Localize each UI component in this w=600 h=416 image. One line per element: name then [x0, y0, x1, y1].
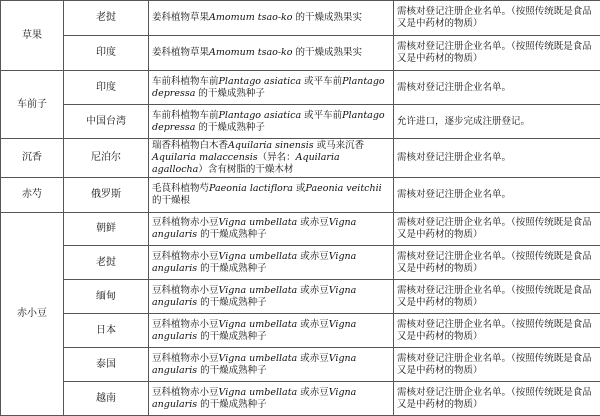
latin-name: Amomum tsao-ko — [209, 47, 293, 58]
requirement-note-cell: 需核对登记注册企业名单。（按照传统既是食品又是中药材的物质） — [394, 348, 600, 382]
latin-name: Aquilaria malaccensis — [152, 152, 258, 163]
table-body — [1, 1, 600, 416]
table-row — [1, 314, 600, 348]
table-row — [1, 280, 600, 314]
description-text: 豆科植物赤小豆 — [152, 285, 219, 296]
origin-cell: 老挝 — [64, 246, 149, 280]
description-cell — [149, 178, 394, 213]
latin-name: Vigna umbellata — [219, 217, 298, 228]
table-row — [1, 178, 600, 213]
description-text: 的干燥成熟种子 — [197, 399, 267, 410]
description-text: 或赤豆 — [297, 387, 329, 398]
description-text: 或 — [293, 183, 306, 194]
origin-cell: 越南 — [64, 382, 149, 416]
description-text: 的干燥成熟果实 — [293, 47, 363, 58]
description-text: 的干燥成熟种子 — [195, 122, 265, 133]
requirement-note-cell: 需核对登记注册企业名单。（按照传统既是食品又是中药材的物质） — [394, 1, 600, 36]
description-text: 豆科植物赤小豆 — [152, 251, 219, 262]
description-text: 或马来沉香 — [314, 140, 365, 151]
origin-cell: 俄罗斯 — [64, 178, 149, 213]
description-text: 毛茛科植物芍 — [152, 183, 209, 194]
table-row — [1, 71, 600, 105]
description-text: 或赤豆 — [297, 251, 329, 262]
origin-cell: 印度 — [64, 36, 149, 71]
table-row — [1, 139, 600, 178]
latin-name: Plantago asiatica — [219, 110, 302, 121]
latin-name: Vigna umbellata — [219, 251, 298, 262]
description-text: 豆科植物赤小豆 — [152, 353, 219, 364]
latin-name: Vigna umbellata — [219, 387, 298, 398]
description-text: 车前科植物车前 — [152, 76, 219, 87]
table-row — [1, 382, 600, 416]
requirement-note-cell: 需核对登记注册企业名单。 — [394, 178, 600, 213]
description-text: 或赤豆 — [297, 217, 329, 228]
latin-name: Vigna angularis — [152, 353, 356, 376]
description-text: 豆科植物赤小豆 — [152, 387, 219, 398]
description-cell — [149, 382, 394, 416]
description-cell — [149, 348, 394, 382]
requirement-note-cell: 需核对登记注册企业名单。（按照传统既是食品又是中药材的物质） — [394, 36, 600, 71]
description-text: 姜科植物草果 — [152, 12, 209, 23]
latin-name: Vigna umbellata — [219, 319, 298, 330]
latin-name: Vigna angularis — [152, 319, 356, 342]
requirement-note-cell: 需核对登记注册企业名单。（按照传统既是食品又是中药材的物质） — [394, 314, 600, 348]
herb-name-cell: 赤芍 — [1, 178, 64, 213]
description-cell — [149, 246, 394, 280]
table-row — [1, 213, 600, 246]
latin-name: Vigna angularis — [152, 217, 356, 240]
requirement-note-cell: 需核对登记注册企业名单。 — [394, 71, 600, 105]
description-text: 或平车前 — [301, 110, 342, 121]
description-text: 或赤豆 — [297, 285, 329, 296]
description-text: 豆科植物赤小豆 — [152, 217, 219, 228]
description-text: 姜科植物草果 — [152, 47, 209, 58]
description-text: 的干燥成熟种子 — [197, 263, 267, 274]
origin-cell: 中国台湾 — [64, 105, 149, 139]
description-text: 的干燥成熟种子 — [195, 88, 265, 99]
table-row — [1, 1, 600, 36]
latin-name: Paeonia veitchii — [306, 183, 382, 194]
origin-cell: 尼泊尔 — [64, 139, 149, 178]
latin-name: Plantago depressa — [152, 76, 385, 99]
description-text: 或平车前 — [301, 76, 342, 87]
herb-name-cell: 车前子 — [1, 71, 64, 139]
latin-name: Aquilaria agallocha — [152, 152, 340, 175]
description-cell — [149, 314, 394, 348]
requirement-note-cell: 需核对登记注册企业名单。（按照传统既是食品又是中药材的物质） — [394, 280, 600, 314]
origin-cell: 印度 — [64, 71, 149, 105]
description-cell — [149, 280, 394, 314]
description-text: 或赤豆 — [297, 353, 329, 364]
table-row — [1, 246, 600, 280]
requirement-note-cell: 需核对登记注册企业名单。（按照传统既是食品又是中药材的物质） — [394, 246, 600, 280]
description-cell — [149, 105, 394, 139]
description-text: 车前科植物车前 — [152, 110, 219, 121]
description-text: 的干燥成熟种子 — [197, 365, 267, 376]
latin-name: Amomum tsao-ko — [209, 12, 293, 23]
herb-name-cell: 草果 — [1, 1, 64, 71]
description-text: 豆科植物赤小豆 — [152, 319, 219, 330]
origin-cell: 日本 — [64, 314, 149, 348]
latin-name: Vigna umbellata — [219, 285, 298, 296]
description-cell — [149, 139, 394, 178]
latin-name: Vigna angularis — [152, 251, 356, 274]
latin-name: Plantago depressa — [152, 110, 385, 133]
table-row — [1, 105, 600, 139]
table-row — [1, 348, 600, 382]
description-text: ）含有树脂的干燥木材 — [198, 164, 293, 175]
description-cell — [149, 213, 394, 246]
description-text: 的干燥成熟种子 — [197, 297, 267, 308]
description-text: 的干燥成熟果实 — [293, 12, 363, 23]
origin-cell: 朝鲜 — [64, 213, 149, 246]
requirement-note-cell: 需核对登记注册企业名单。（按照传统既是食品又是中药材的物质） — [394, 213, 600, 246]
latin-name: Plantago asiatica — [219, 76, 302, 87]
description-text: 的干燥成熟种子 — [197, 229, 267, 240]
latin-name: Vigna umbellata — [219, 353, 298, 364]
herb-name-cell: 赤小豆 — [1, 213, 64, 416]
description-text: 的干燥根 — [152, 195, 190, 206]
origin-cell: 缅甸 — [64, 280, 149, 314]
description-cell — [149, 71, 394, 105]
description-cell — [149, 36, 394, 71]
herb-name-cell: 沉香 — [1, 139, 64, 178]
description-text: 瑞香科植物白木香 — [152, 140, 228, 151]
latin-name: Vigna angularis — [152, 285, 356, 308]
description-cell — [149, 1, 394, 36]
description-text: （异名： — [258, 152, 296, 163]
requirement-note-cell: 需核对登记注册企业名单。（按照传统既是食品又是中药材的物质） — [394, 382, 600, 416]
origin-cell: 老挝 — [64, 1, 149, 36]
description-text: 或赤豆 — [297, 319, 329, 330]
requirement-note-cell: 允许进口，逐步完成注册登记。 — [394, 105, 600, 139]
description-text: 的干燥成熟种子 — [197, 331, 267, 342]
origin-cell: 泰国 — [64, 348, 149, 382]
table-row — [1, 36, 600, 71]
latin-name: Vigna angularis — [152, 387, 356, 410]
latin-name: Aquilaria sinensis — [228, 140, 314, 151]
latin-name: Paeonia lactiflora — [209, 183, 293, 194]
requirement-note-cell: 需核对登记注册企业名单。 — [394, 139, 600, 178]
